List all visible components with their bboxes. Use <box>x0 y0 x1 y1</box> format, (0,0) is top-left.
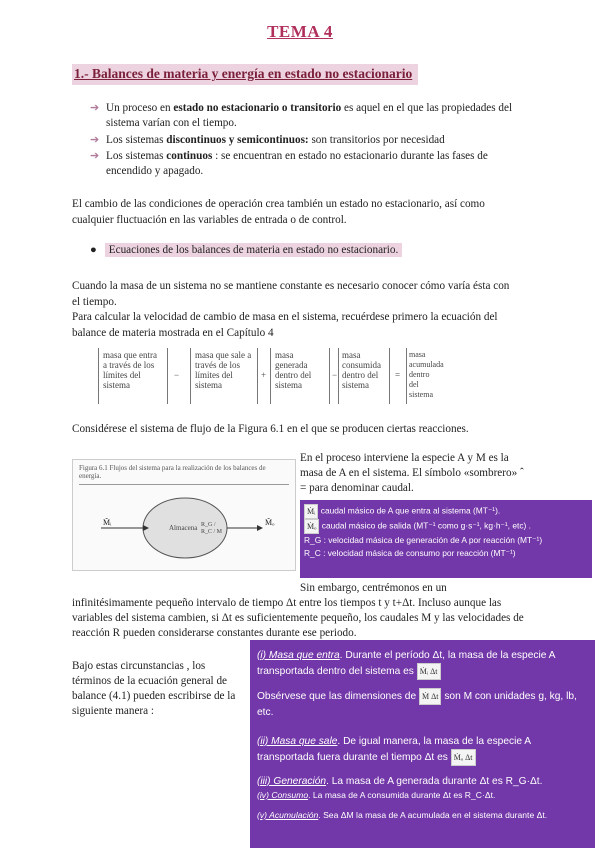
arrow-icon: ➔ <box>90 102 100 114</box>
paragraph: infinitésimamente pequeño intervalo de tiempo Δt entre los tiempos t y t+Δt. Incluso aunque las variables del sistema cambien, si Δt es suficientemente pequeño, los caudales M y las velocidades de reacción R pueden considerarse constantes durante ese periodo. <box>72 597 524 639</box>
legend-item: R_G : velocidad másica de generación de A por reacción (MT⁻¹) <box>304 535 543 545</box>
center-label: Almacena <box>169 524 198 532</box>
paragraph: Sin embargo, centrémonos en un <box>300 582 447 594</box>
divider <box>79 484 289 485</box>
term-v: (v) Acumulación. Sea ΔM la masa de A acumulada en el sistema durante Δt. <box>257 810 548 820</box>
equation-operator: = <box>395 370 401 380</box>
paragraph: El cambio de las condiciones de operación crea también un estado no estacionario, así como cualquier fluctuación en las variables de entrada o de control. <box>72 198 485 226</box>
rates-label: R_G / R_C / M <box>201 522 223 535</box>
legend-box <box>300 500 592 578</box>
equation-term: masa generada dentro del sistema <box>270 348 330 404</box>
equation-operator: − <box>174 370 180 380</box>
term-i: (i) Masa que entra. Durante el período Δt, la masa de la especie A transportada dentro del sistema es Ṁᵢ Δt <box>257 648 588 680</box>
section-heading: 1.- Balances de materia y energía en estado no estacionario <box>72 64 418 85</box>
balance-terms-box <box>250 640 595 848</box>
side-text: En el proceso interviene la especie A y M es la masa de A en el sistema. El símbolo «sombrero» ˆ = para denominar caudal. <box>300 452 524 494</box>
figure-6-1 <box>72 459 296 571</box>
bullet-item: ➔ Los sistemas discontinuos y semicontinuos: son transitorios por necesidad <box>90 134 445 146</box>
legend-item: R_C : velocidad másica de consumo por reacción (MT⁻¹) <box>304 548 516 558</box>
dims-note: Obsérvese que las dimensiones de Ṁ Δt son M con unidades g, kg, lb, etc. <box>257 688 588 720</box>
equation-operator: − <box>332 370 338 380</box>
paragraph: Cuando la masa de un sistema no se mantiene constante es necesario conocer cómo varía ésta con el tiempo. <box>72 280 510 308</box>
page-title: TEMA 4 <box>267 22 333 41</box>
equation-term: masa que sale a través de los límites del sistema <box>190 348 258 404</box>
inflow-label: M̃ᵢ <box>103 518 112 527</box>
figure-caption: Figura 6.1 Flujos del sistema para la realización de los balances de energía. <box>79 464 266 480</box>
paragraph: Considérese el sistema de flujo de la Figura 6.1 en el que se producen ciertas reacciones. <box>72 423 469 435</box>
term-ii: (ii) Masa que sale. De igual manera, la masa de la especie A transportada fuera durante el tiempo Δt es Ṁₒ Δt <box>257 734 588 766</box>
equation-operator: + <box>261 370 267 380</box>
equation-term: masa que entra a través de los límites del sistema <box>98 348 168 404</box>
legend-item: Ṁₒ caudal másico de salida (MT⁻¹ como g·s⁻¹, kg·h⁻¹, etc) . <box>304 519 588 534</box>
arrow-icon: ➔ <box>90 134 100 146</box>
bullet-item: ➔ Los sistemas continuos : se encuentran en estado no estacionario durante las fases de encendido y apagado. <box>90 150 488 177</box>
bullet-item: ➔ Un proceso en estado no estacionario o transitorio es aquel en el que las propiedades del sistema varían con el tiempo. <box>90 102 513 129</box>
equation-term: masa consumida dentro del sistema <box>338 348 390 404</box>
outflow-label: M̃ₒ <box>265 518 275 527</box>
dot-bullet: ● Ecuaciones de los balances de materia en estado no estacionario. <box>90 242 402 258</box>
legend-item: Ṁᵢ caudal másico de A que entra al sistema (MT⁻¹). <box>304 504 588 519</box>
outflow-arrowhead <box>257 525 263 531</box>
arrow-icon: ➔ <box>90 150 100 162</box>
term-iii: (iii) Generación. La masa de A generada durante Δt es R_G·Δt. <box>257 776 543 787</box>
balance-equation <box>98 348 444 408</box>
paragraph: Bajo estas circunstancias , los términos de la ecuación general de balance (4.1) pueden escribirse de la siguiente manera : <box>72 660 236 717</box>
term-iv: (iv) Consumo. La masa de A consumida durante Δt es R_C·Δt. <box>257 790 496 800</box>
paragraph: Para calcular la velocidad de cambio de masa en el sistema, recuérdese primero la ecuación del balance de materia mostrada en el Capítulo 4 <box>72 311 498 339</box>
equation-term: masa acumulada dentro del sistema <box>406 348 438 404</box>
